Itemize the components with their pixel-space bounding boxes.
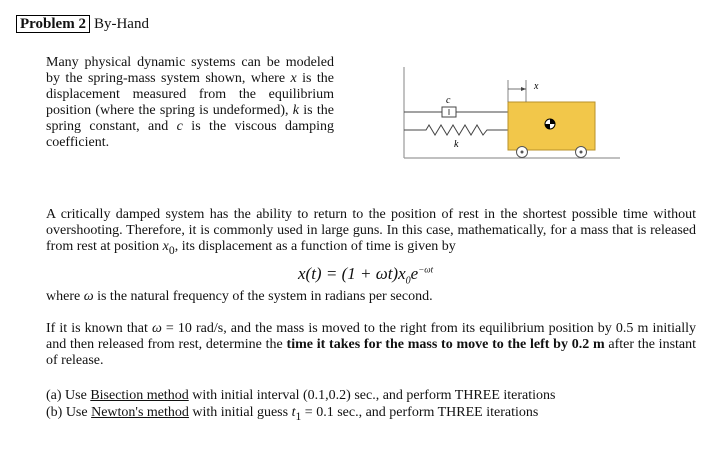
spring-mass-figure: [392, 62, 622, 182]
intro-paragraph: [46, 55, 334, 151]
bisection-method-link[interactable]: Bisection method: [90, 388, 189, 403]
problem-label: Problem 2: [16, 15, 90, 33]
equation-exp-base: e: [410, 264, 419, 283]
x0-var: x: [162, 239, 169, 254]
mass-center-marker: [545, 119, 555, 129]
task-b-rest-b: = 0.1 sec., and perform THREE iterations: [301, 405, 539, 420]
paragraph-problem-statement: [46, 321, 696, 369]
t-var: t: [291, 405, 296, 420]
paragraph2-post: is the natural frequency of the system in radians per second.: [93, 289, 433, 304]
intro-text-2: is the displacement measured from the equilibrium position (where the spring is undeformed),: [46, 71, 334, 118]
intro-var-x: x: [290, 71, 297, 86]
spring-mass-diagram: [392, 62, 622, 182]
t-subscript: 1: [295, 409, 302, 423]
paragraph2-pre: where: [46, 289, 84, 304]
spring: [404, 125, 508, 135]
paragraph1-post: , its displacement as a function of time is given by: [174, 239, 456, 254]
newtons-method-link[interactable]: Newton's method: [91, 405, 189, 420]
intro-text-1: Many physical dynamic systems can be modeled by the spring-mass system shown, where: [46, 55, 334, 86]
task-b-rest-a: with initial guess: [188, 405, 292, 420]
paragraph3-bold: time it takes for the mass to move to the left by 0.2 m: [286, 337, 605, 352]
problem-subtitle: By-Hand: [93, 16, 149, 32]
paragraph-critical-damping: [46, 207, 696, 259]
problem-header: [16, 16, 149, 33]
intro-text-4: is the viscous damping coefficient.: [46, 119, 335, 150]
paragraph1-text: A critically damped system has the ability to return to the position of rest in the shortest possible time without overshooting. Therefore, it is commonly used in large guns. In this case, mathematically, for a mass that is released from rest at position: [46, 207, 696, 254]
task-item-a: [46, 387, 555, 404]
task-a-prefix: (a) Use: [46, 388, 91, 403]
label-c: c: [446, 95, 451, 106]
intro-var-k: k: [292, 103, 300, 118]
x-arrowhead: [521, 87, 526, 91]
task-a-rest: with initial interval (0.1,0.2) sec., and perform THREE iterations: [188, 388, 556, 403]
displacement-equation: [298, 264, 433, 286]
intro-text-3: is the spring constant, and: [46, 103, 334, 134]
x0-subscript: 0: [168, 243, 175, 257]
wheel-left: [517, 147, 528, 158]
task-item-b: [46, 404, 555, 425]
paragraph-omega-definition: [46, 289, 696, 305]
label-k: k: [454, 139, 459, 150]
equation-lhs: x(t) = (1 + ωt)x: [298, 264, 406, 283]
task-b-prefix: (b) Use: [46, 405, 92, 420]
omega-var: ω: [83, 289, 94, 304]
task-list: [46, 387, 555, 425]
paragraph3-mid: = 10 rad/s, and the mass is moved to the right from its equilibrium position by 0.5 m initially and then released from rest, determine the: [46, 321, 696, 352]
equation-subscript: 0: [405, 275, 411, 287]
equation-exponent: −ωt: [418, 264, 434, 275]
paragraph3-post: after the instant of release.: [46, 337, 697, 368]
intro-var-c: c: [176, 119, 183, 134]
wheel-right: [576, 147, 587, 158]
label-x: x: [534, 81, 539, 92]
omega-var-2: ω: [151, 321, 162, 336]
paragraph3-pre: If it is known that: [46, 321, 152, 336]
